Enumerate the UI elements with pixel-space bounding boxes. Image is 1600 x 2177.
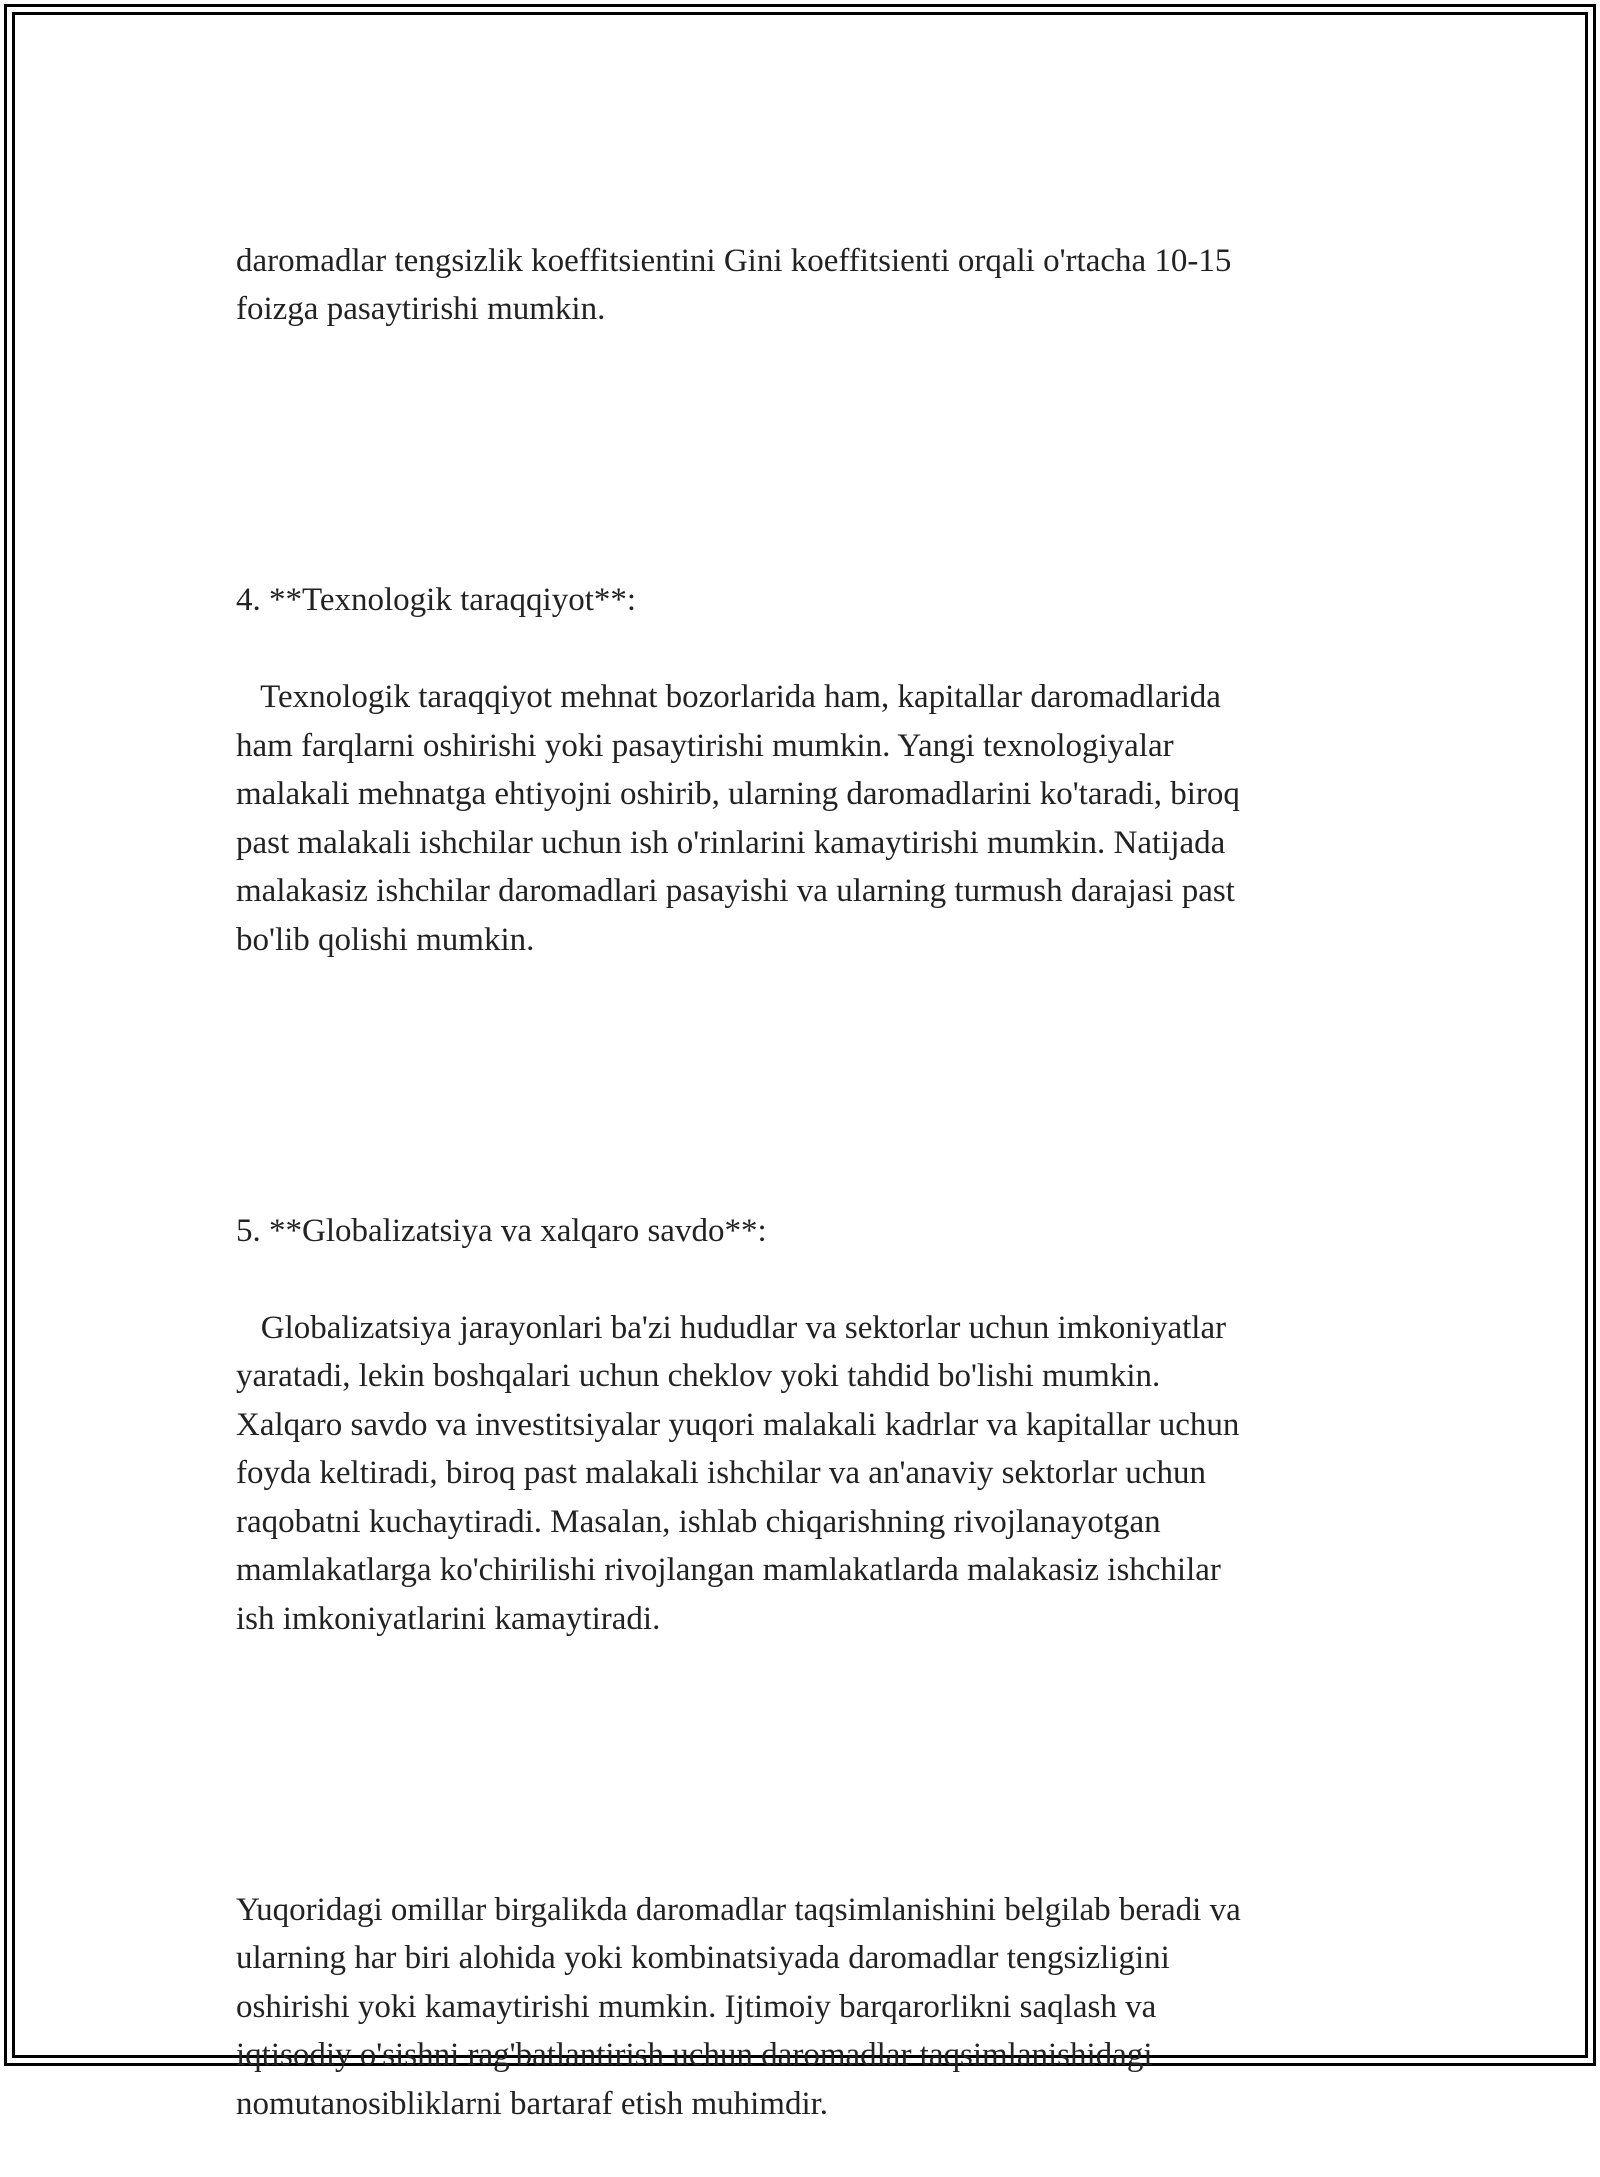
text-line: yaratadi, lekin boshqalari uchun cheklov yoki tahdid bo'lishi mumkin. (236, 1358, 1161, 1394)
text-line: bo'lib qolishi mumkin. (236, 921, 535, 958)
text-line: daromadlar tengsizlik koeffitsientini Gini koeffitsienti orqali o'rtacha 10-15 (236, 242, 1232, 279)
text-line: Xalqaro savdo va investitsiyalar yuqori malakali kadrlar va kapitallar uchun (236, 1406, 1240, 1443)
text-line: iqtisodiy o'sishni rag'batlantirish uchun daromadlar taqsimlanishidagi (236, 2037, 1153, 2073)
text-line: Yuqoridagi omillar birgalikda daromadlar taqsimlanishini belgilab beradi va (236, 1891, 1241, 1928)
text-line: past malakali ishchilar uchun ish o'rinlarini kamaytirishi mumkin. Natijada (236, 824, 1226, 861)
text-line: foizga pasaytirishi mumkin. (236, 291, 606, 327)
intro-paragraph (236, 237, 1386, 334)
paragraph-spacer (236, 1740, 1386, 1789)
text-line: ham farqlarni oshirishi yoki pasaytirishi mumkin. Yangi texnologiyalar (236, 727, 1174, 764)
text-line: Texnologik taraqqiyot mehnat bozorlarida ham, kapitallar daromadlarida (236, 679, 1221, 715)
text-line: Globalizatsiya jarayonlari ba'zi hududlar va sektorlar uchun imkoniyatlar (236, 1309, 1227, 1346)
paragraph-spacer (236, 431, 1386, 480)
section-heading-globalization: 5. **Globalizatsiya va xalqaro savdo**: (236, 1212, 767, 1249)
text-line: nomutanosibliklarni bartaraf etish muhimdir. (236, 2085, 829, 2122)
text-line: ularning har biri alohida yoki kombinatsiyada daromadlar tengsizligini (236, 1940, 1170, 1976)
text-line: foyda keltiradi, biroq past malakali ishchilar va an'anaviy sektorlar uchun (236, 1455, 1206, 1491)
text-line: malakali mehnatga ehtiyojni oshirib, ularning daromadlarini ko'taradi, biroq (236, 776, 1240, 812)
section-paragraph-globalization (236, 1304, 1386, 1644)
text-line: malakasiz ishchilar daromadlari pasayishi va ularning turmush darajasi past (236, 873, 1235, 909)
section-heading-technology: 4. **Texnologik taraqqiyot**: (236, 582, 637, 618)
text-line: ish imkoniyatlarini kamaytiradi. (236, 1600, 661, 1637)
text-line: raqobatni kuchaytiradi. Masalan, ishlab chiqarishning rivojlanayotgan (236, 1503, 1161, 1540)
document-body (236, 188, 1386, 2177)
text-line: mamlakatlarga ko'chirilishi rivojlangan mamlakatlarda malakasiz ishchilar (236, 1552, 1221, 1588)
paragraph-spacer (236, 1061, 1386, 1110)
section-paragraph-technology (236, 673, 1386, 964)
conclusion-paragraph (236, 1886, 1386, 2129)
text-line: oshirishi yoki kamaytirishi mumkin. Ijtimoiy barqarorlikni saqlash va (236, 1988, 1157, 2025)
